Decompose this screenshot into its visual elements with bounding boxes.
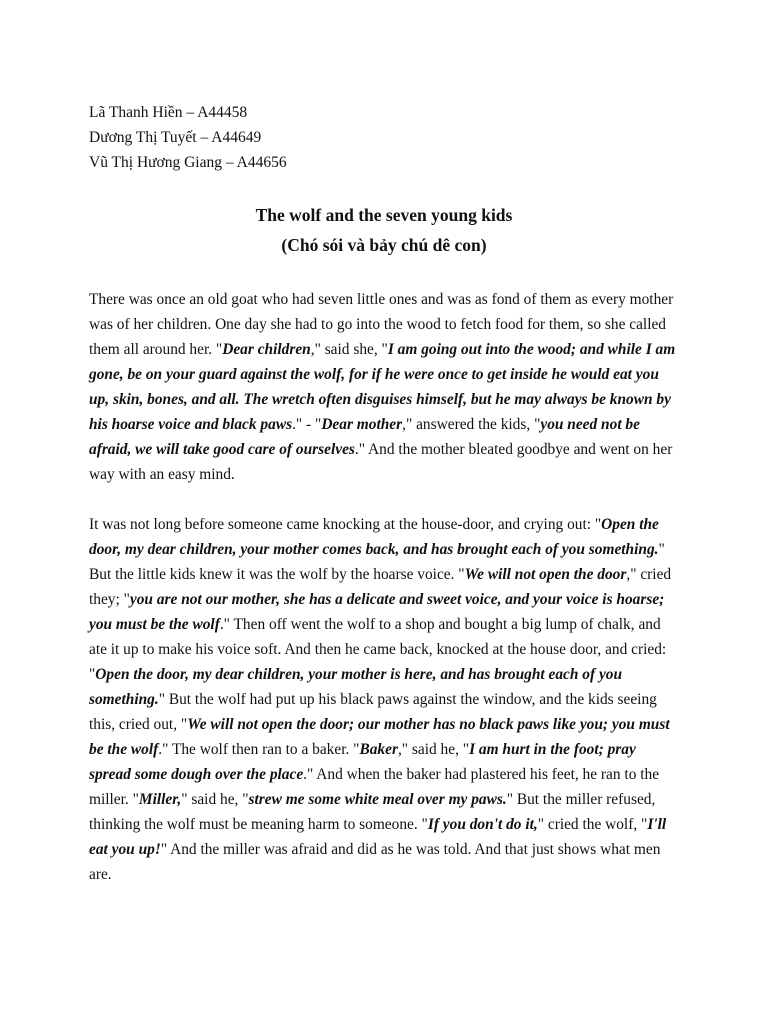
narration-text: " But the miller refused, thinking the wolf must be meaning harm to someone. "	[89, 791, 656, 833]
narration-text: " cried the wolf, "	[537, 816, 648, 833]
title-english: The wolf and the seven young kids	[255, 205, 513, 225]
quoted-speech: I'll eat you up!	[89, 816, 667, 858]
narration-text: ." The wolf then ran to a baker. "	[158, 741, 360, 758]
author-list	[89, 100, 287, 175]
quoted-speech: Dear mother	[321, 416, 403, 433]
narration-text: ," said he, "	[397, 741, 470, 758]
title-vietnamese: (Chó sói và bảy chú dê con)	[281, 235, 487, 255]
narration-text: There was once an old goat who had seven little ones and was as fond of them as every mother was of her children. One day she had to go into the wood to fetch food for them, so she called them all around her. "	[89, 291, 674, 358]
narration-text: It was not long before someone came knocking at the house-door, and crying out: "	[89, 516, 602, 533]
quoted-speech: Baker	[359, 741, 398, 758]
author-line: Vũ Thị Hương Giang – A44656	[89, 154, 287, 171]
narration-text: " But the wolf had put up his black paws against the window, and the kids seeing this, cried out, "	[89, 691, 657, 733]
quoted-speech: I am hurt in the foot; pray spread some dough over the place	[89, 741, 636, 783]
quoted-speech: Open the door, my dear children, your mother comes back, and has brought each of you something.	[89, 516, 659, 558]
author-line: Dương Thị Tuyết – A44649	[89, 129, 262, 146]
narration-text: ." Then off went the wolf to a shop and bought a big lump of chalk, and ate it up to make his voice soft. And then he came back, knocked at the house door, and cried: "	[89, 616, 667, 683]
quoted-speech: We will not open the door	[464, 566, 627, 583]
narration-text: ," said she, "	[310, 341, 388, 358]
quoted-speech: strew me some white meal over my paws.	[248, 791, 507, 808]
narration-text: " And the miller was afraid and did as he was told. And that just shows what men are.	[89, 841, 661, 883]
narration-text: ." And when the baker had plastered his feet, he ran to the miller. "	[89, 766, 660, 808]
narration-text: " said he, "	[181, 791, 249, 808]
quoted-speech: If you don't do it,	[427, 816, 538, 833]
narration-text: ." - "	[292, 416, 322, 433]
quoted-speech: We will not open the door; our mother has no black paws like you; you must be the wolf	[89, 716, 670, 758]
narration-text: ," answered the kids, "	[402, 416, 541, 433]
quoted-speech: Dear children	[222, 341, 311, 358]
quoted-speech: Miller,	[138, 791, 182, 808]
story-title	[0, 200, 768, 260]
quoted-speech: I am going out into the wood; and while I am gone, be on your guard against the wolf, for if he were once to get inside he would eat you up, skin, bones, and all. The wretch often disguises himself, but he may always be known by his hoarse voice and black paws	[89, 341, 676, 433]
quoted-speech: you are not our mother, she has a delicate and sweet voice, and your voice is hoarse; you must be the wolf	[89, 591, 665, 633]
quoted-speech: Open the door, my dear children, your mother is here, and has brought each of you something.	[89, 666, 623, 708]
narration-text: ," cried they; "	[89, 566, 672, 608]
paragraph	[89, 287, 679, 487]
quoted-speech: you need not be afraid, we will take good care of ourselves	[89, 416, 640, 458]
author-line: Lã Thanh Hiền – A44458	[89, 104, 248, 121]
paragraph	[89, 512, 679, 887]
narration-text: ." And the mother bleated goodbye and went on her way with an easy mind.	[89, 441, 673, 483]
narration-text: " But the little kids knew it was the wolf by the hoarse voice. "	[89, 541, 665, 583]
